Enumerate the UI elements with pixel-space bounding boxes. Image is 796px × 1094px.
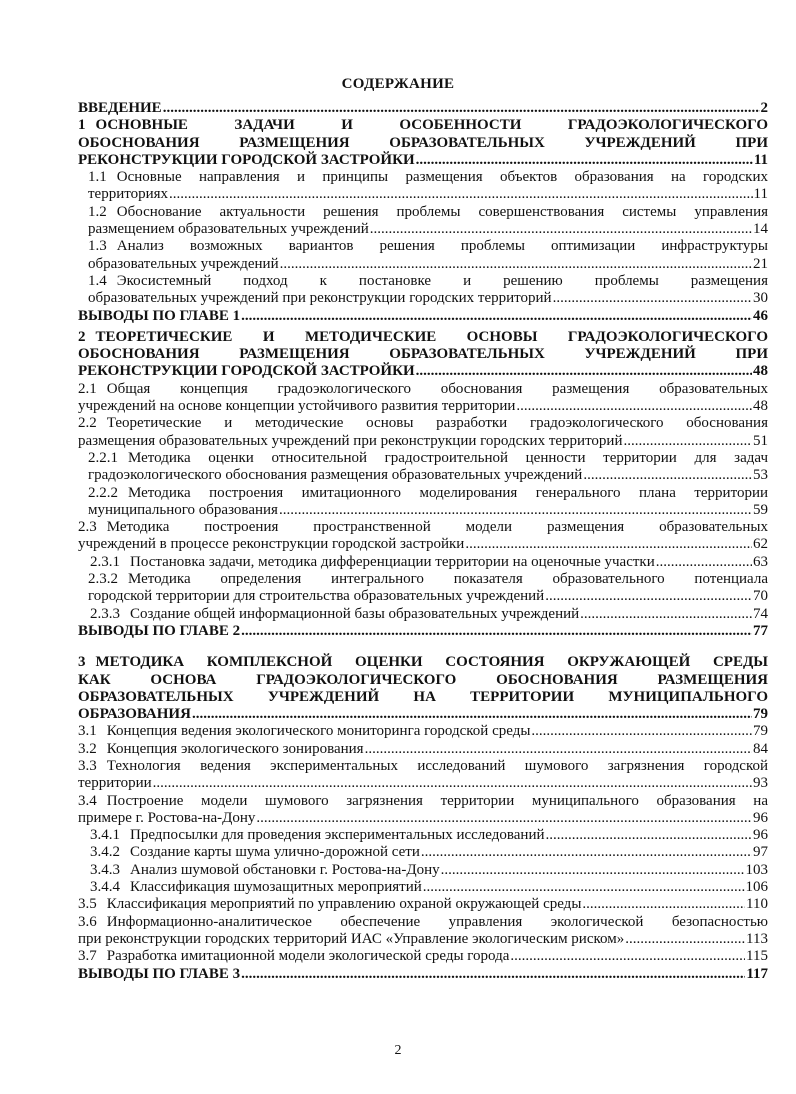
- toc-entry-number: 2.3.1: [90, 553, 120, 570]
- toc-entry-line: 2.2 Теоретические и методические основы разработки градоэкологического обоснования: [78, 415, 768, 432]
- toc-entry-title: 3.5 Классификация мероприятий по управлению охраной окружающей среды: [78, 896, 582, 913]
- toc-entry-line: 2.2.2 Методика построения имитационного моделирования генерального плана территории: [88, 484, 768, 501]
- toc-page-number: 74: [753, 605, 768, 622]
- toc-entry[interactable]: [78, 948, 768, 965]
- toc-leader-dots: [546, 827, 752, 844]
- toc-entry[interactable]: [78, 844, 768, 861]
- toc-entry-number: 1.4: [88, 272, 107, 289]
- toc-entry-line: 1.1 Основные направления и принципы размещения объектов образования на городских: [88, 169, 768, 186]
- toc-page-number: 2: [760, 100, 768, 116]
- toc-entry[interactable]: [78, 117, 768, 169]
- toc-entry-title: ВЫВОДЫ ПО ГЛАВЕ 1: [78, 307, 241, 324]
- toc-page-number: 113: [746, 930, 768, 947]
- toc-page-number: 21: [753, 255, 768, 272]
- toc-leader-dots: [531, 723, 752, 740]
- toc-leader-dots: [625, 931, 745, 948]
- toc-entry-line: 2.1 Общая концепция градоэкологического обоснования размещения образовательных: [78, 380, 768, 397]
- toc-page-number: 46: [753, 307, 768, 324]
- toc-page-number: 79: [753, 723, 768, 740]
- toc-entry-title: 3.1 Концепция ведения экологического мониторинга городской среды: [78, 723, 531, 740]
- toc-entry-number: 1: [78, 117, 86, 134]
- toc-page-number: 115: [746, 948, 768, 965]
- toc-leader-dots: [441, 862, 745, 879]
- toc-entry-line: 1.2 Обоснование актуальности решения проблемы совершенствования системы управления: [88, 203, 768, 220]
- toc-page-number: 93: [753, 775, 768, 792]
- toc-leader-dots: [163, 100, 760, 117]
- toc-entry[interactable]: [78, 896, 768, 913]
- toc-entry-line: 3.3 Технология ведения экспериментальных исследований шумового загрязнения городской: [78, 757, 768, 774]
- toc-leader-dots: [423, 879, 745, 896]
- toc-leader-dots: [169, 186, 753, 203]
- toc-entry-title: 2.3.3 Создание общей информационной базы образовательных учреждений: [90, 605, 580, 622]
- toc-leader-dots: [241, 623, 752, 640]
- toc-entry-number: 2.3.3: [90, 605, 120, 622]
- toc-entry[interactable]: [78, 654, 768, 723]
- toc-leader-dots: [416, 363, 752, 380]
- toc-leader-dots: [365, 741, 752, 758]
- toc-page-number: 11: [753, 186, 768, 203]
- toc-entry[interactable]: [78, 758, 768, 793]
- toc-entry-title: 3.4.1 Предпосылки для проведения экспериментальных исследований: [90, 827, 545, 844]
- toc-leader-dots: [545, 588, 752, 605]
- toc-page-number: 79: [753, 706, 768, 723]
- toc-leader-dots: [516, 398, 752, 415]
- toc-entry-title: градоэкологического обоснования размещения образовательных учреждений: [88, 467, 583, 484]
- toc-entry-title: примере г. Ростова-на-Дону: [78, 809, 256, 826]
- toc-page-number: 103: [745, 861, 768, 878]
- toc-page-number: 14: [753, 221, 768, 238]
- toc-entry-line: 2.3 Методика построения пространственной модели размещения образовательных: [78, 519, 768, 536]
- toc-entry[interactable]: [78, 485, 768, 520]
- toc-entry-number: 2.3.2: [88, 571, 118, 588]
- toc-entry-number: 3.3: [78, 757, 97, 774]
- toc-entry-number: 3.5: [78, 896, 97, 913]
- toc-page-number: 77: [753, 622, 768, 639]
- toc-entry-number: 3.4: [78, 792, 97, 809]
- toc-entry[interactable]: [78, 554, 768, 571]
- toc-entry-line: ОБОСНОВАНИЯ РАЗМЕЩЕНИЯ ОБРАЗОВАТЕЛЬНЫХ УЧРЕЖДЕНИЙ ПРИ: [78, 346, 768, 363]
- toc-page-number: 96: [753, 827, 768, 844]
- toc-entry-title: учреждений на основе концепции устойчивого развития территории: [78, 398, 516, 415]
- toc-entry[interactable]: [78, 204, 768, 239]
- toc-entry-number: 3: [78, 654, 86, 671]
- toc-entry-number: 1.3: [88, 238, 107, 255]
- toc-entry[interactable]: [78, 914, 768, 949]
- toc-leader-dots: [153, 775, 752, 792]
- toc-leader-dots: [416, 152, 753, 169]
- toc-leader-dots: [421, 844, 752, 861]
- toc-entry-number: 3.1: [78, 723, 97, 740]
- toc-entry[interactable]: [78, 100, 768, 117]
- page-title: СОДЕРЖАНИЕ: [341, 76, 455, 92]
- toc-page-number: 62: [753, 536, 768, 553]
- toc-entry[interactable]: [78, 519, 768, 554]
- toc-entry-title: 3.2 Концепция экологического зонирования: [78, 740, 364, 757]
- toc-entry-title: образовательных учреждений: [88, 255, 279, 272]
- toc-entry-number: 3.7: [78, 948, 97, 965]
- toc-entry[interactable]: [78, 827, 768, 844]
- toc-page-number: 117: [746, 965, 768, 982]
- toc-leader-dots: [192, 706, 752, 723]
- toc-page-number: 70: [753, 588, 768, 605]
- toc-leader-dots: [241, 966, 745, 983]
- toc-entry[interactable]: [78, 415, 768, 450]
- toc-entry[interactable]: [78, 793, 768, 828]
- toc-entry-line: 1.3 Анализ возможных вариантов решения проблемы оптимизации инфраструктуры: [88, 238, 768, 255]
- toc-entry-number: 2.2.1: [88, 449, 118, 466]
- toc-leader-dots: [241, 308, 752, 325]
- toc-entry-line: 3.4 Построение модели шумового загрязнения территории муниципального образования на: [78, 792, 768, 809]
- toc-entry-number: 3.4.3: [90, 861, 120, 878]
- toc-entry-title: 3.4.3 Анализ шумовой обстановки г. Ростова-на-Дону: [90, 861, 440, 878]
- toc-page-number: 96: [753, 809, 768, 826]
- toc-entry[interactable]: [78, 450, 768, 485]
- toc-entry-line: 1.4 Экосистемный подход к постановке и решению проблемы размещения: [88, 272, 768, 289]
- toc-entry-number: 2.2: [78, 415, 97, 432]
- toc-entry[interactable]: [78, 571, 768, 606]
- toc-entry-line: 3 МЕТОДИКА КОМПЛЕКСНОЙ ОЦЕНКИ СОСТОЯНИЯ ОКРУЖАЮЩЕЙ СРЕДЫ: [78, 654, 768, 671]
- toc-leader-dots: [280, 256, 752, 273]
- toc-entry[interactable]: [78, 966, 768, 983]
- toc-page-number: 84: [753, 740, 768, 757]
- toc-entry[interactable]: [78, 329, 768, 381]
- toc-leader-dots: [279, 502, 752, 519]
- toc-entry-title: территории: [78, 775, 152, 792]
- toc-leader-dots: [623, 433, 752, 450]
- toc-entry-title: городской территории для строительства образовательных учреждений: [88, 588, 545, 605]
- toc-entry-title: 3.4.2 Создание карты шума улично-дорожной сети: [90, 844, 420, 861]
- toc-entry-title: территориях: [88, 186, 169, 203]
- toc-entry-line: ОБРАЗОВАТЕЛЬНЫХ УЧРЕЖДЕНИЙ НА ТЕРРИТОРИИ МУНИЦИПАЛЬНОГО: [78, 688, 768, 705]
- toc-entry-number: 3.2: [78, 740, 97, 757]
- toc-entry[interactable]: [78, 606, 768, 623]
- toc-entry-number: 3.6: [78, 913, 97, 930]
- toc-entry-number: 2: [78, 328, 86, 345]
- toc-entry-number: 3.4.4: [90, 879, 120, 896]
- toc-entry-title: размещением образовательных учреждений: [88, 221, 369, 238]
- toc-entry-title: муниципального образования: [88, 501, 278, 518]
- toc-entry-title: учреждений в процессе реконструкции городской застройки: [78, 536, 465, 553]
- toc-entry-title: ВЫВОДЫ ПО ГЛАВЕ 3: [78, 965, 241, 982]
- toc-entry-title: 2.3.1 Постановка задачи, методика дифференциации территории на оценочные участки: [90, 553, 655, 570]
- toc-entry-title: ВВЕДЕНИЕ: [78, 100, 162, 116]
- toc-entry-title: РЕКОНСТРУКЦИИ ГОРОДСКОЙ ЗАСТРОЙКИ: [78, 151, 415, 168]
- toc-leader-dots: [465, 536, 752, 553]
- toc-page-number: 30: [753, 290, 768, 307]
- toc-entry-line: 2.2.1 Методика оценки относительной градостроительной ценности территории для задач: [88, 449, 768, 466]
- toc-page-number: 106: [745, 879, 768, 896]
- toc-entry-number: 2.1: [78, 380, 97, 397]
- toc-entry-title: образовательных учреждений при реконструкции городских территорий: [88, 290, 552, 307]
- toc-entry-title: ОБРАЗОВАНИЯ: [78, 706, 191, 723]
- toc-entry-line: 2 ТЕОРЕТИЧЕСКИЕ И МЕТОДИЧЕСКИЕ ОСНОВЫ ГРАДОЭКОЛОГИЧЕСКОГО: [78, 328, 768, 345]
- toc-entry-number: 3.4.1: [90, 827, 120, 844]
- toc-entry[interactable]: [78, 273, 768, 308]
- toc-leader-dots: [583, 467, 752, 484]
- toc-page-number: 110: [746, 896, 768, 913]
- toc-leader-dots: [256, 810, 752, 827]
- toc-entry[interactable]: [78, 862, 768, 879]
- toc-page-number: 59: [753, 501, 768, 518]
- toc-entry-title: ВЫВОДЫ ПО ГЛАВЕ 2: [78, 622, 241, 639]
- toc-entry[interactable]: [78, 238, 768, 273]
- toc-entry[interactable]: [78, 879, 768, 896]
- toc-entry[interactable]: [78, 723, 768, 740]
- toc-entry-title: при реконструкции городских территорий ИАС «Управление экологическим риском»: [78, 930, 625, 947]
- page-number: 2: [394, 1043, 402, 1058]
- toc-leader-dots: [582, 896, 745, 913]
- toc-leader-dots: [553, 290, 752, 307]
- toc-page-number: 48: [753, 363, 768, 380]
- toc-entry[interactable]: [78, 169, 768, 204]
- toc-page-number: 51: [753, 432, 768, 449]
- toc-page-number: 48: [753, 398, 768, 415]
- toc-entry-line: ОБОСНОВАНИЯ РАЗМЕЩЕНИЯ ОБРАЗОВАТЕЛЬНЫХ УЧРЕЖДЕНИЙ ПРИ: [78, 134, 768, 151]
- table-of-contents: [78, 100, 768, 983]
- toc-entry[interactable]: [78, 741, 768, 758]
- toc-entry-title: размещения образовательных учреждений при реконструкции городских территорий: [78, 432, 623, 449]
- toc-page-number: 63: [753, 553, 768, 570]
- toc-entry-number: 3.4.2: [90, 844, 120, 861]
- toc-leader-dots: [656, 554, 752, 571]
- toc-entry[interactable]: [78, 623, 768, 640]
- toc-entry[interactable]: [78, 308, 768, 325]
- toc-leader-dots: [370, 221, 752, 238]
- toc-page-number: 97: [753, 844, 768, 861]
- toc-page-number: 11: [753, 151, 768, 168]
- toc-entry-title: 3.4.4 Классификация шумозащитных мероприятий: [90, 879, 422, 896]
- toc-leader-dots: [580, 606, 752, 623]
- toc-entry-number: 2.2.2: [88, 484, 118, 501]
- toc-entry-line: 1 ОСНОВНЫЕ ЗАДАЧИ И ОСОБЕННОСТИ ГРАДОЭКОЛОГИЧЕСКОГО: [78, 117, 768, 134]
- toc-entry-title: РЕКОНСТРУКЦИИ ГОРОДСКОЙ ЗАСТРОЙКИ: [78, 363, 415, 380]
- toc-entry-line: 3.6 Информационно-аналитическое обеспечение управления экологической безопасностью: [78, 913, 768, 930]
- toc-entry-line: КАК ОСНОВА ГРАДОЭКОЛОГИЧЕСКОГО ОБОСНОВАНИЯ РАЗМЕЩЕНИЯ: [78, 671, 768, 688]
- toc-page-number: 53: [753, 467, 768, 484]
- toc-entry-number: 1.2: [88, 203, 107, 220]
- toc-entry-number: 2.3: [78, 519, 97, 536]
- toc-entry-number: 1.1: [88, 169, 107, 186]
- toc-leader-dots: [510, 948, 745, 965]
- toc-entry-line: 2.3.2 Методика определения интегрального показателя образовательного потенциала: [88, 571, 768, 588]
- toc-entry[interactable]: [78, 381, 768, 416]
- toc-entry-title: 3.7 Разработка имитационной модели экологической среды города: [78, 948, 510, 965]
